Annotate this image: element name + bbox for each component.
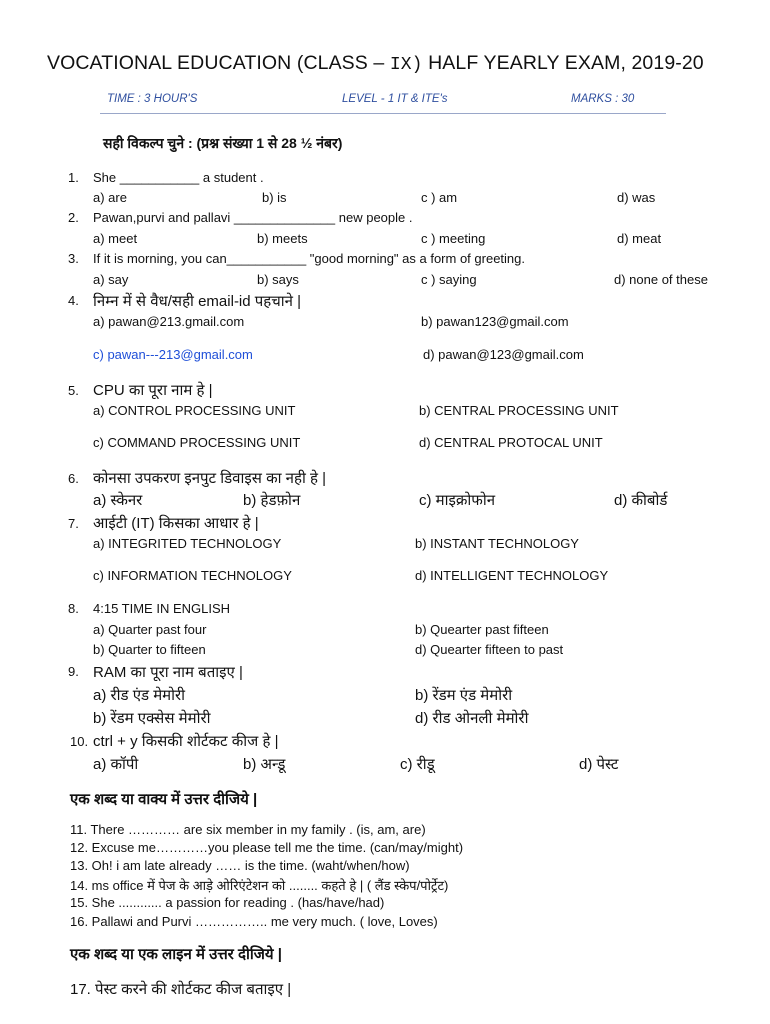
option-c: b) Quarter to fifteen [93,642,206,657]
option-a: a) say [93,272,129,287]
option-a: a) रीड एंड मेमोरी [93,687,186,704]
header-divider [100,113,666,114]
option-d: d) रीड ओनली मेमोरी [415,710,529,727]
question-number: 4. [68,293,79,308]
option-a: a) कॉपी [93,756,139,773]
option-c: c) COMMAND PROCESSING UNIT [93,435,301,450]
exam-title [47,52,704,75]
question-text: If it is morning, you can___________ "good morning" as a form of greeting. [93,251,525,266]
option-a: a) CONTROL PROCESSING UNIT [93,403,296,418]
option-b: b) रेंडम एंड मेमोरी [415,687,513,704]
option-d: d) was [617,190,656,205]
short-question: 12. Excuse me…………you please tell me the time. (can/may/might) [70,840,464,855]
question-text: आईटी (IT) किसका आधार हे | [93,515,259,532]
option-b: b) हेडफ़ोन [243,492,301,509]
question-text: RAM का पूरा नाम बताइए | [93,664,243,681]
question-number: 9. [68,664,79,679]
title-part-2: HALF YEARLY EXAM, 2019-20 [422,52,704,74]
short-question: 14. ms office में पेज के आड़े ओरिएंटेशन को ........ कहते हे | ( लैंड स्केप/पोर्ट्रेट) [70,878,449,893]
exam-marks: MARKS : 30 [571,93,635,105]
question-text: ctrl + y किसकी शोर्टकट कीज हे | [93,733,279,750]
title-part-1: VOCATIONAL EDUCATION (CLASS – [47,52,390,74]
option-c: c) रीडू [400,756,435,773]
option-a: a) pawan@213.gmail.com [93,314,245,329]
option-c: c ) saying [421,272,477,287]
option-b: b) is [262,190,287,205]
question-number: 3. [68,251,79,266]
question-number: 5. [68,383,79,398]
option-c: c ) meeting [421,231,486,246]
title-class: IX) [389,55,423,75]
option-a: a) are [93,190,127,205]
section-mcq-heading: सही विकल्प चुने : (प्रश्न संख्या 1 से 28 ½ नंबर) [103,135,343,151]
option-c: c ) am [421,190,458,205]
option-a: a) INTEGRITED TECHNOLOGY [93,536,282,551]
question-number: 2. [68,210,79,225]
question-text: CPU का पूरा नाम हे | [93,382,213,399]
question-number: 7. [68,516,79,531]
section-one-word-heading: एक शब्द या वाक्य में उत्तर दीजिये | [70,791,258,808]
question-number: 1. [68,170,79,185]
question-text: 4:15 TIME IN ENGLISH [93,601,231,616]
option-d: d) pawan@123@gmail.com [423,347,584,362]
short-question: 15. She ............ a passion for reading . (has/have/had) [70,895,385,910]
option-a: a) meet [93,231,138,246]
exam-level: LEVEL - 1 IT & ITE's [342,93,448,105]
option-d: d) INTELLIGENT TECHNOLOGY [415,568,609,583]
short-question: 17. पेस्ट करने की शोर्टकट कीज बताइए | [70,981,292,998]
option-a: a) स्केनर [93,492,143,509]
section-one-line-heading: एक शब्द या एक लाइन में उत्तर दीजिये | [70,946,282,963]
option-c: c) माइक्रोफोन [419,492,496,509]
option-c: c) pawan---213@gmail.com [93,347,253,362]
option-d: d) Quearter fifteen to past [415,642,564,657]
short-question: 16. Pallawi and Purvi …………….. me very much. ( love, Loves) [70,914,438,929]
question-text: She ___________ a student . [93,170,264,185]
option-b: b) says [257,272,299,287]
question-number: 10. [70,734,89,749]
exam-time: TIME : 3 HOUR'S [107,93,198,105]
question-text: निम्न में से वैध/सही email-id पहचाने | [93,293,302,310]
option-b: b) Quearter past fifteen [415,622,549,637]
option-b: b) अन्डू [243,756,286,773]
option-d: d) CENTRAL PROTOCAL UNIT [419,435,603,450]
short-question: 13. Oh! i am late already …… is the time. (waht/when/how) [70,858,410,873]
option-c: b) रेंडम एक्सेस मेमोरी [93,710,211,727]
option-d: d) कीबोर्ड [614,492,668,509]
option-b: b) pawan123@gmail.com [421,314,569,329]
question-number: 6. [68,471,79,486]
option-b: b) meets [257,231,308,246]
option-a: a) Quarter past four [93,622,207,637]
option-c: c) INFORMATION TECHNOLOGY [93,568,292,583]
option-d: d) पेस्ट [579,756,619,773]
option-d: d) meat [617,231,662,246]
option-d: d) none of these [614,272,708,287]
question-text: Pawan,purvi and pallavi ______________ new people . [93,210,413,225]
question-number: 8. [68,601,79,616]
question-text: कोनसा उपकरण इनपुट डिवाइस का नही हे | [93,470,327,487]
option-b: b) INSTANT TECHNOLOGY [415,536,579,551]
option-b: b) CENTRAL PROCESSING UNIT [419,403,619,418]
short-question: 11. There ………… are six member in my family . (is, am, are) [70,822,426,837]
